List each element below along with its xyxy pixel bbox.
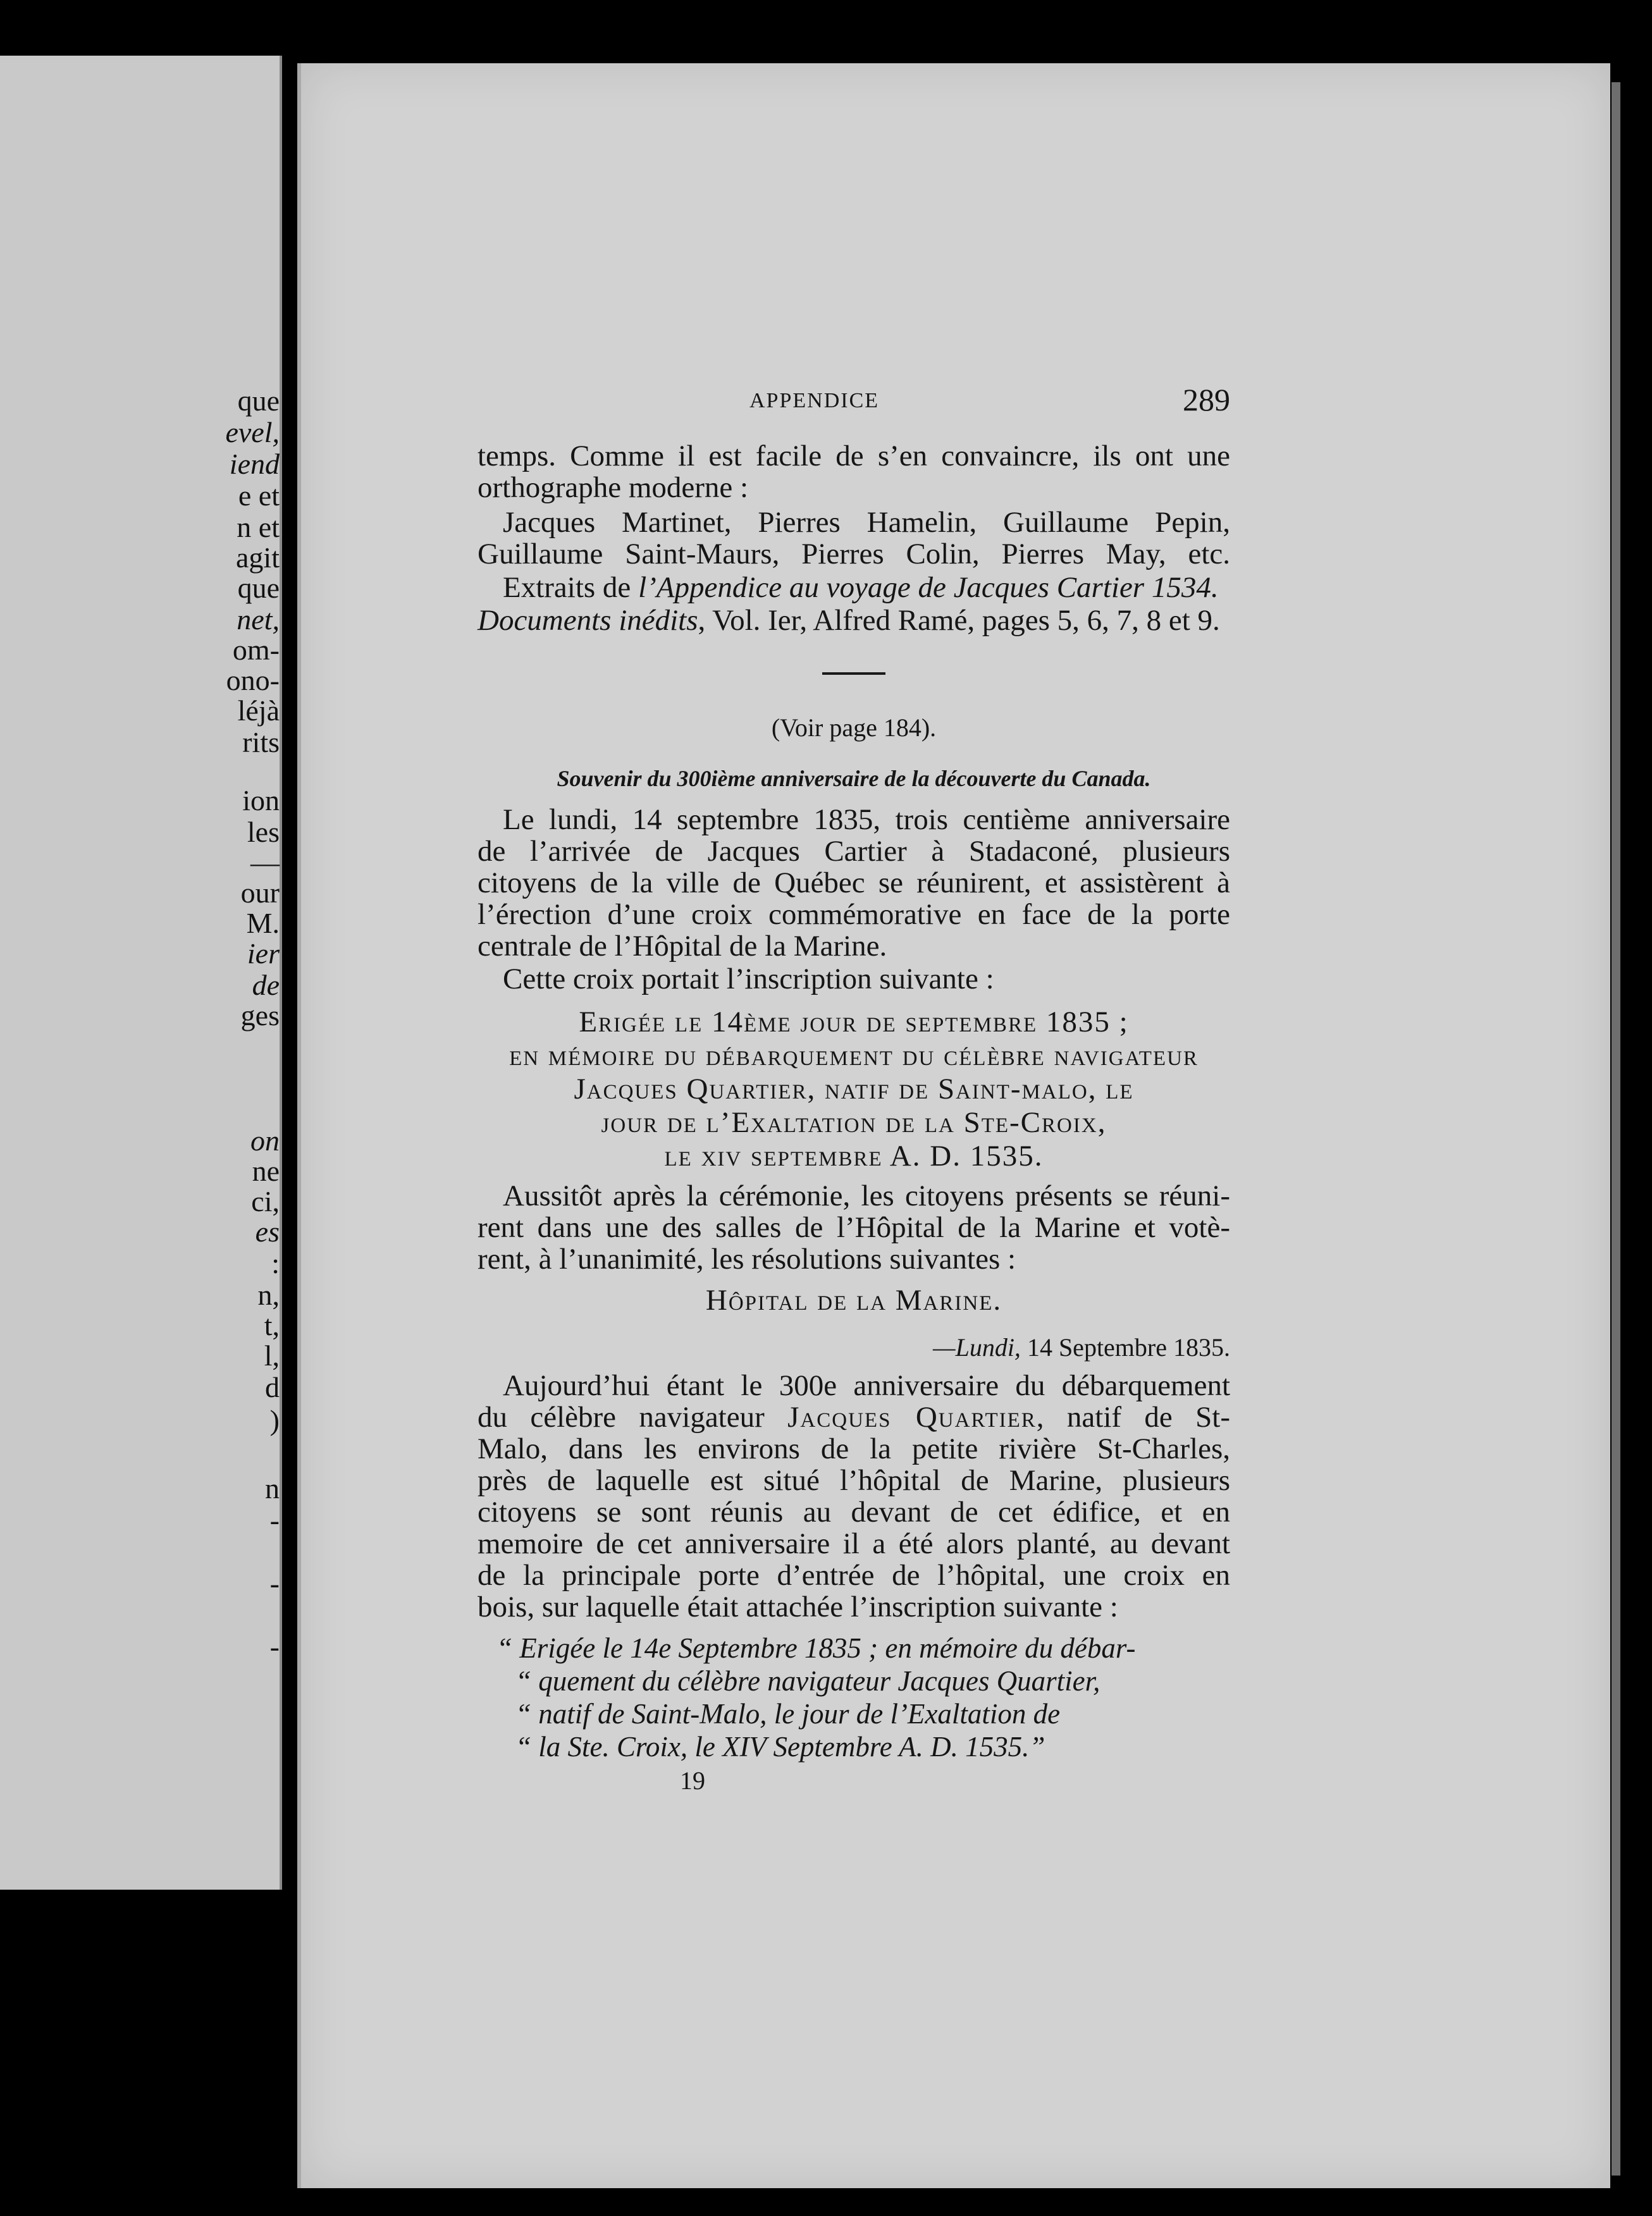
date-weekday: —Lundi, [933, 1333, 1021, 1362]
left-page-fragment: d [265, 1371, 280, 1403]
left-page-fragment: : [271, 1247, 280, 1279]
text-line: orthographe moderne : [478, 471, 749, 504]
text-fragment: du célèbre navigateur [478, 1401, 788, 1434]
text-line: près de laquelle est situé l’hôpital de Marine, plusieurs [478, 1464, 1230, 1497]
left-page-fragment: — [250, 846, 280, 878]
left-page-fragment: de [252, 969, 280, 1001]
inscription-line: jour de l’Exaltation de la Ste-Croix, [601, 1106, 1107, 1139]
text-line: citoyens de la ville de Québec se réunirent, et assistèrent à [478, 866, 1230, 899]
heading-hopital: Hôpital de la Marine. [705, 1284, 1002, 1317]
left-page-fragment: es [255, 1216, 280, 1248]
signature-mark: 19 [680, 1766, 705, 1795]
left-page-fragment: n et [237, 511, 280, 543]
name-small-caps: Jacques Quartier [787, 1401, 1037, 1434]
text-line: Cette croix portait l’inscription suivante : [503, 963, 994, 995]
citation-text: , Vol. Ier, Alfred Ramé, pages 5, 6, 7, 8 et 9. [698, 604, 1220, 637]
cross-reference: (Voir page 184). [771, 713, 937, 742]
text-line: de la principale porte d’entrée de l’hôpital, une croix en [478, 1559, 1230, 1592]
page-number: 289 [1183, 382, 1230, 417]
citation-line [478, 604, 1230, 637]
text-line: Le lundi, 14 septembre 1835, trois centième anniversaire [503, 803, 1230, 836]
left-page-fragment: les [247, 816, 280, 848]
left-page-fragment: n [265, 1472, 280, 1505]
page-edge [1612, 82, 1620, 2176]
left-page-fragment: our [240, 877, 280, 909]
left-page-fragment: ier [247, 937, 280, 970]
text-line: memoire de cet anniversaire il a été alors planté, au devant [478, 1527, 1230, 1560]
inscription-line: Jacques Quartier, natif de Saint-malo, le [574, 1073, 1134, 1105]
left-page-fragment: net, [237, 603, 280, 636]
left-page-fragment: - [269, 1630, 280, 1663]
text-line: Aussitôt après la cérémonie, les citoyens présents se réuni- [503, 1179, 1230, 1212]
quoted-inscription-line: “ natif de Saint-Malo, le jour de l’Exaltation de [515, 1698, 1061, 1730]
text-line: bois, sur laquelle était attachée l’inscription suivante : [478, 1591, 1118, 1623]
left-page-fragment: iend [229, 448, 280, 480]
text-line: Aujourd’hui étant le 300e anniversaire du débarquement [503, 1369, 1230, 1402]
text-line: l’érection d’une croix commémorative en face de la porte [478, 898, 1230, 931]
left-facing-page [0, 56, 282, 1890]
left-page-fragment: agit [236, 541, 280, 574]
left-page-fragment: ion [242, 784, 280, 816]
left-page-fragment: - [269, 1567, 280, 1599]
citation-line [478, 571, 1230, 604]
text-line: Malo, dans les environs de la petite rivière St-Charles, [478, 1432, 1230, 1465]
left-page-fragment: ) [269, 1404, 280, 1436]
date-text: 14 Septembre 1835. [1020, 1333, 1230, 1362]
text-line: rent, à l’unanimité, les résolutions suivantes : [478, 1243, 1016, 1276]
citation-text: Extraits de [503, 571, 639, 604]
left-page-fragment: ges [240, 999, 280, 1031]
text-fragment: , natif de St- [1036, 1401, 1230, 1434]
running-head: APPENDICE [749, 389, 880, 412]
quoted-inscription-line: “ la Ste. Croix, le XIV Septembre A. D. 1535.” [515, 1731, 1045, 1763]
left-page-fragment: n, [257, 1279, 280, 1311]
name-list-line: Jacques Martinet, Pierres Hamelin, Guillaume Pepin, [503, 506, 1230, 539]
left-page-fragment: t, [264, 1309, 280, 1341]
left-page-fragment: evel, [225, 416, 280, 448]
text-line: rent dans une des salles de l’Hôpital de la Marine et votè- [478, 1211, 1230, 1244]
inscription-line: le xiv septembre A. D. 1535. [664, 1140, 1044, 1173]
date-line [478, 1331, 1230, 1364]
section-caption: Souvenir du 300ième anniversaire de la découverte du Canada. [557, 766, 1151, 791]
left-page-fragment: ono- [226, 664, 280, 696]
left-page-fragment: que [237, 385, 280, 417]
left-page-fragment: rits [242, 726, 280, 758]
left-page-fragment: que [237, 572, 280, 604]
section-rule [822, 672, 885, 675]
left-page-fragment: on [250, 1124, 280, 1157]
text-line: citoyens se sont réunis au devant de cet édifice, et en [478, 1496, 1230, 1529]
quoted-inscription-line: “ quement du célèbre navigateur Jacques Quartier, [515, 1665, 1100, 1697]
left-page-fragment: ci, [251, 1185, 280, 1217]
inscription-line: Erigée le 14ème jour de septembre 1835 ; [579, 1006, 1129, 1038]
left-page-fragment: l, [264, 1339, 280, 1372]
quoted-inscription-line: “ Erigée le 14e Septembre 1835 ; en mémoire du débar- [496, 1632, 1136, 1664]
text-line: temps. Comme il est facile de s’en convaincre, ils ont une [478, 440, 1230, 472]
text-line [478, 1401, 1230, 1434]
page-header [478, 382, 1230, 427]
left-page-fragment: M. [246, 907, 280, 939]
name-list-line: Guillaume Saint-Maurs, Pierres Colin, Pierres May, etc. [478, 538, 1230, 570]
left-page-fragment: om- [232, 634, 280, 666]
left-page-fragment: léjà [237, 694, 280, 727]
left-page-fragment: - [269, 1504, 280, 1536]
inscription-line: en mémoire du débarquement du célèbre navigateur [509, 1039, 1199, 1072]
citation-title: l’Appendice au voyage de Jacques Cartier 1534. [638, 571, 1219, 604]
text-line: de l’arrivée de Jacques Cartier à Stadaconé, plusieurs [478, 835, 1230, 868]
left-page-fragment: e et [238, 479, 280, 512]
left-page-fragment: ne [252, 1155, 280, 1187]
citation-title: Documents inédits [478, 604, 698, 637]
text-line: centrale de l’Hôpital de la Marine. [478, 930, 887, 963]
